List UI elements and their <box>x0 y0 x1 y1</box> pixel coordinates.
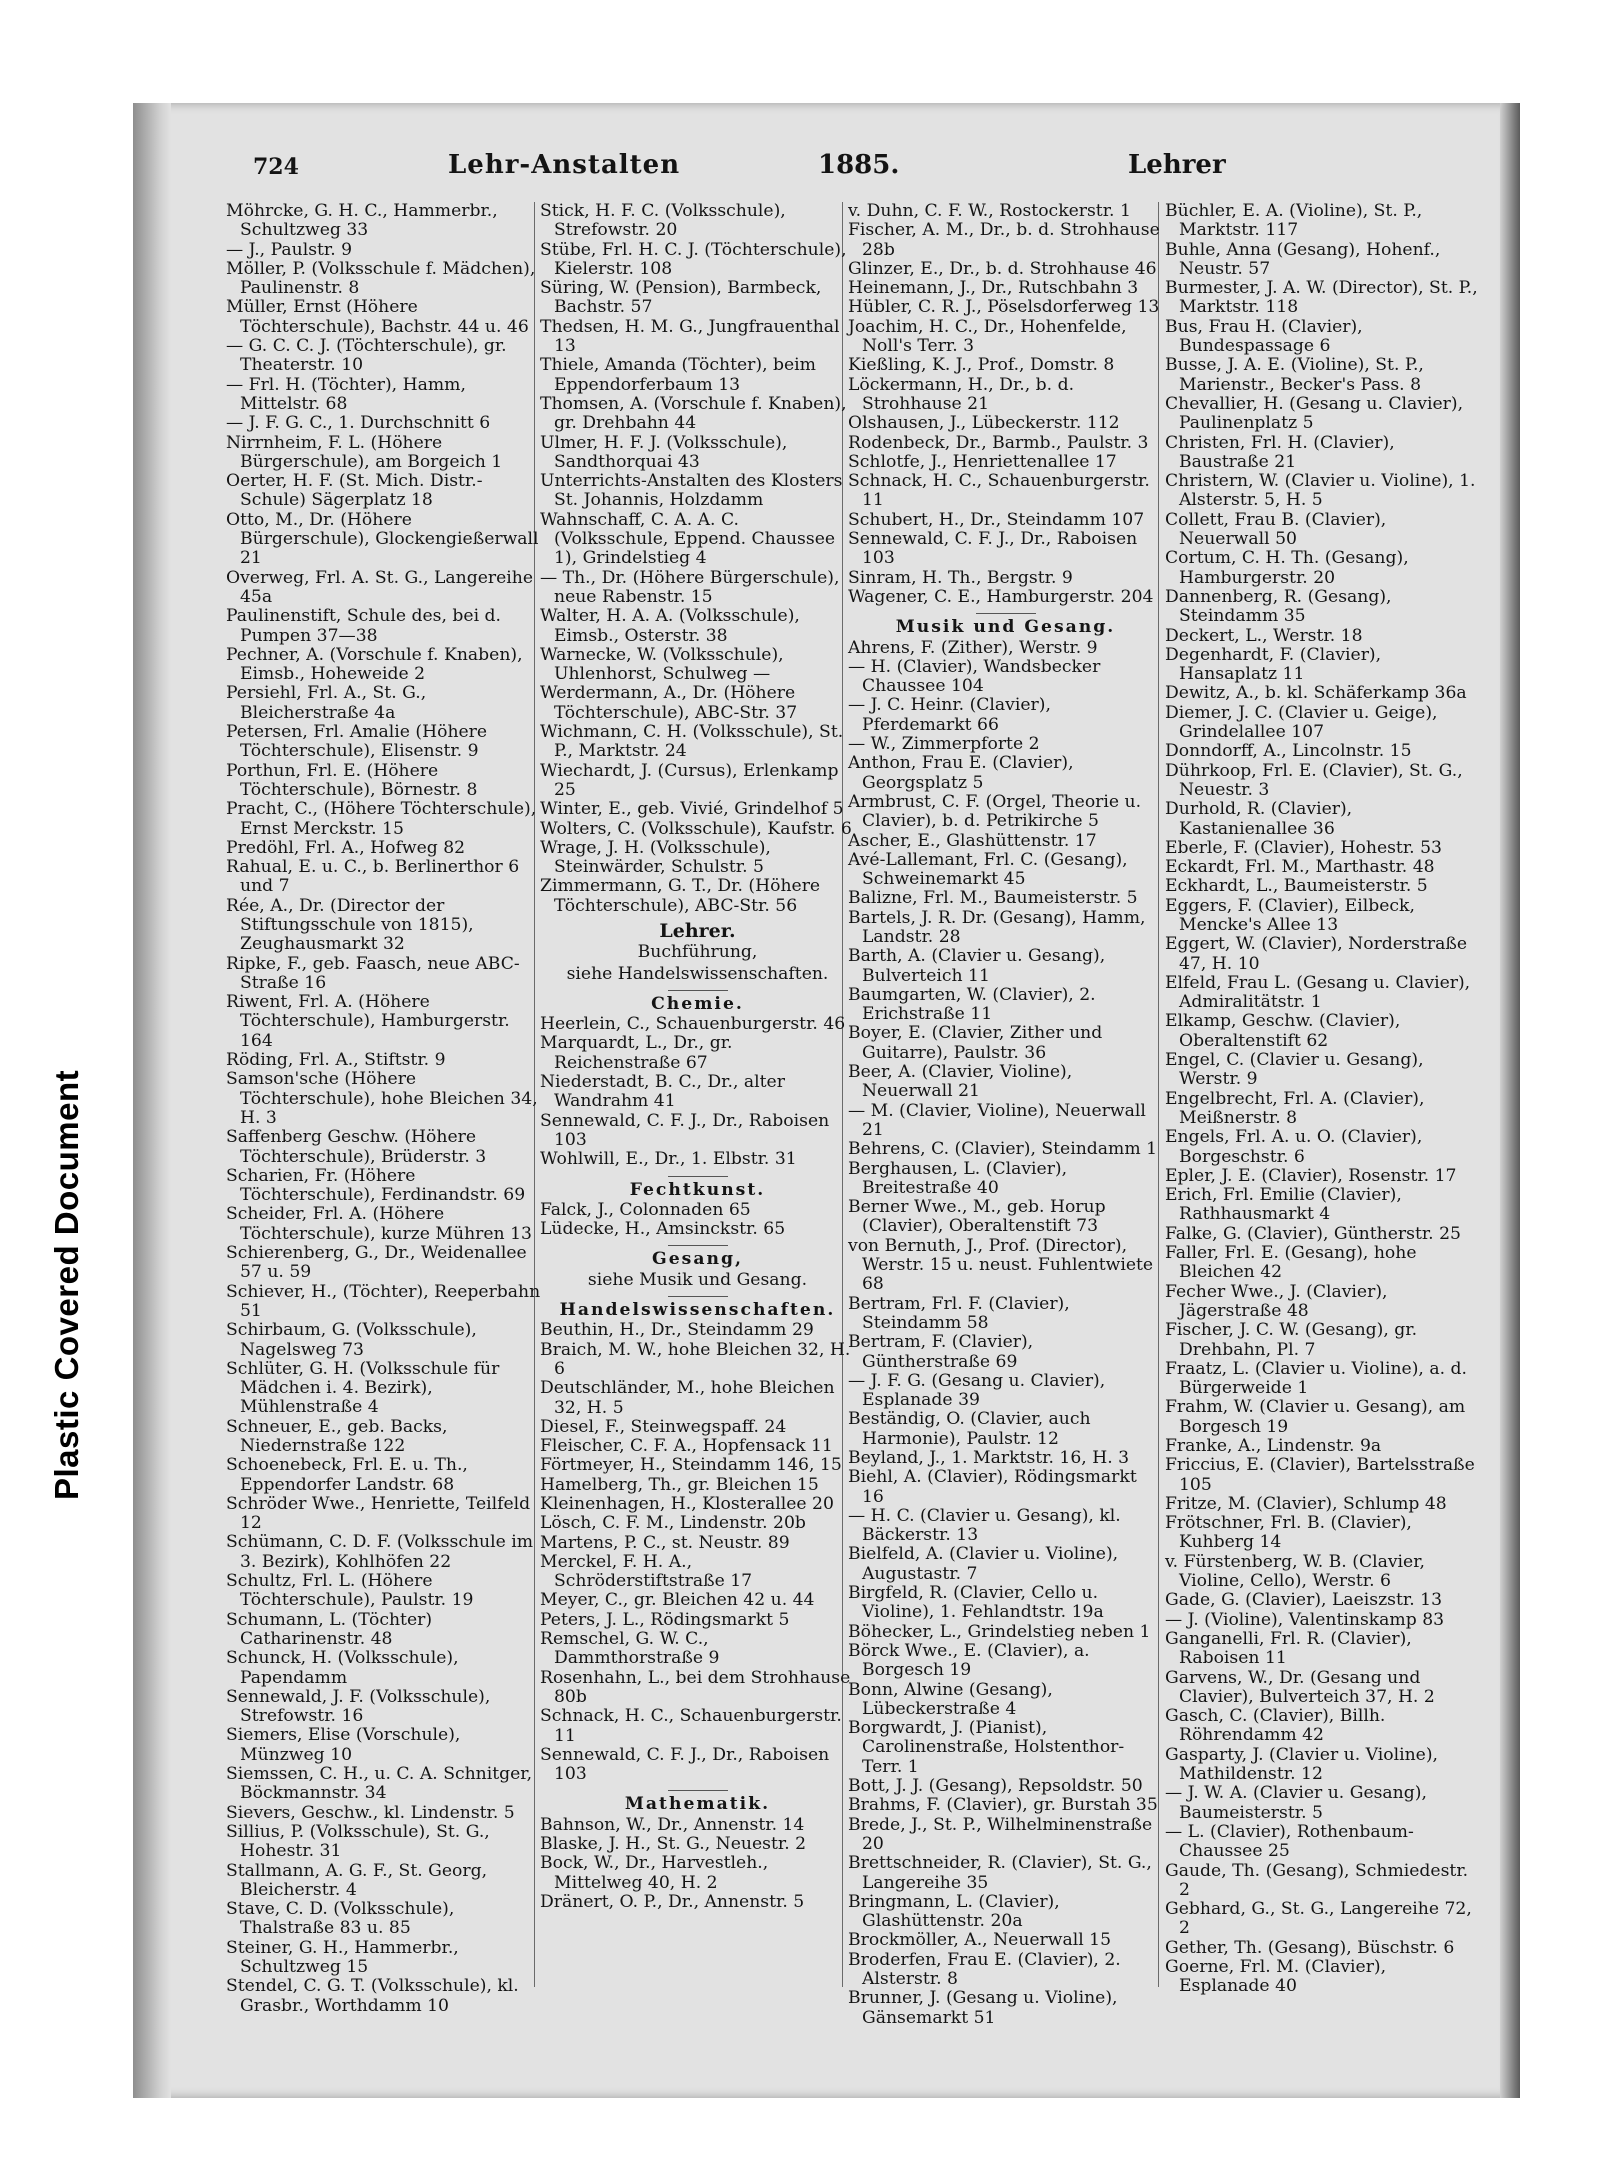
directory-entry: Elkamp, Geschw. (Clavier), Oberaltenstift 62 <box>1165 1011 1401 1051</box>
directory-entry: Dewitz, A., b. kl. Schäferkamp 36a <box>1165 683 1467 704</box>
directory-entry: Stübe, Frl. H. C. J. (Töchterschule), Kielerstr. 108 <box>540 239 847 279</box>
directory-entry: — J. C. Heinr. (Clavier), Pferdemarkt 66 <box>848 695 1051 735</box>
section-title: Lehrer <box>1128 150 1226 180</box>
directory-entry: Collett, Frau B. (Clavier), Neuerwall 50 <box>1165 509 1387 550</box>
directory-entry: Fleischer, C. F. A., Hopfensack 11 <box>540 1436 833 1457</box>
directory-entry: Thomsen, A. (Vorschule f. Knaben), gr. Drehbahn 44 <box>540 393 847 434</box>
directory-entry: Petersen, Frl. Amalie (Höhere Töchterschule), Elisenstr. 9 <box>226 722 488 762</box>
directory-entry: Brahms, F. (Clavier), gr. Burstah 35 <box>848 1795 1158 1816</box>
directory-entry: Biehl, A. (Clavier), Rödingsmarkt 16 <box>848 1467 1137 1507</box>
directory-entry: Fraatz, L. (Clavier u. Violine), a. d. Bürgerweide 1 <box>1165 1358 1467 1399</box>
directory-entry: Olshausen, J., Lübeckerstr. 112 <box>848 413 1120 434</box>
directory-entry: Avé-Lallemant, Frl. C. (Gesang), Schweinemarkt 45 <box>848 849 1128 890</box>
directory-entry: Frahm, W. (Clavier u. Gesang), am Borgesch 19 <box>1165 1397 1466 1437</box>
directory-entry: Garvens, W., Dr. (Gesang und Clavier), Bulverteich 37, H. 2 <box>1165 1667 1435 1707</box>
directory-entry: Sennewald, J. F. (Volksschule), Strefowstr. 16 <box>226 1686 491 1727</box>
directory-entry: Schirbaum, G. (Volksschule), Nagelsweg 73 <box>226 1320 477 1360</box>
directory-entry: Schneuer, E., geb. Backs, Niedernstraße 122 <box>226 1416 448 1456</box>
directory-entry: Samson'sche (Höhere Töchterschule), hohe Bleichen 34, H. 3 <box>226 1069 538 1128</box>
section-heading: Handelswissenschaften. <box>559 1300 836 1321</box>
section-divider <box>668 990 728 991</box>
section-divider <box>976 613 1036 614</box>
directory-entry: — G. C. C. J. (Töchterschule), gr. Theaterstr. 10 <box>226 336 507 376</box>
directory-entry: Anthon, Frau E. (Clavier), Georgsplatz 5 <box>848 753 1074 793</box>
directory-entry: Pracht, C., (Höhere Töchterschule), Ernst Merckstr. 15 <box>226 799 537 839</box>
directory-entry: Oerter, H. F. (St. Mich. Distr.-Schule) Sägerplatz 18 <box>226 471 483 511</box>
directory-entry: Baumgarten, W. (Clavier), 2. Erichstraße 11 <box>848 984 1096 1025</box>
directory-entry: Ulmer, H. F. J. (Volksschule), Sandthorquai 43 <box>540 432 788 472</box>
directory-entry: Thedsen, H. M. G., Jungfrauenthal 13 <box>540 316 840 357</box>
directory-entry: Sievers, Geschw., kl. Lindenstr. 5 <box>226 1802 515 1823</box>
directory-entry: Werdermann, A., Dr. (Höhere Töchterschule), ABC-Str. 37 <box>540 683 798 723</box>
directory-entry: Fischer, A. M., Dr., b. d. Strohhause 28b <box>848 220 1160 260</box>
directory-entry: Kleinenhagen, H., Klosterallee 20 <box>540 1494 834 1514</box>
directory-entry: Friccius, E. (Clavier), Bartelsstraße 105 <box>1165 1455 1475 1495</box>
directory-entry: — J., Paulstr. 9 <box>226 239 353 260</box>
section-divider <box>668 1176 728 1177</box>
directory-entry: Birgfeld, R. (Clavier, Cello u. Violine), 1. Fehlandtstr. 19a <box>848 1583 1104 1623</box>
directory-entry: Faller, Frl. E. (Gesang), hohe Bleichen 42 <box>1165 1243 1417 1283</box>
directory-entry: Stallmann, A. G. F., St. Georg, Bleicherstr. 4 <box>226 1860 488 1900</box>
directory-entry: Kießling, K. J., Prof., Domstr. 8 <box>848 355 1115 376</box>
directory-entry: Unterrichts-Anstalten des Klosters St. Johannis, Holzdamm <box>540 471 843 511</box>
directory-entry: Bahnson, W., Dr., Annenstr. 14 <box>540 1814 805 1835</box>
directory-entry: Ahrens, F. (Zither), Werstr. 9 <box>848 637 1098 658</box>
directory-entry: Armbrust, C. F. (Orgel, Theorie u. Clavier), b. d. Petrikirche 5 <box>848 791 1142 832</box>
section-heading: Fechtkunst. <box>629 1179 766 1200</box>
directory-entry: Falck, J., Colonnaden 65 <box>540 1199 751 1220</box>
directory-entry: Schierenberg, G., Dr., Weidenallee 57 u. 59 <box>226 1243 527 1283</box>
directory-entry: Warnecke, W. (Volksschule), Uhlenhorst, Schulweg — <box>540 644 784 685</box>
directory-entry: Schlotfe, J., Henriettenallee 17 <box>848 451 1117 472</box>
directory-entry: Brede, J., St. P., Wilhelminenstraße 20 <box>848 1814 1153 1854</box>
directory-entry: Schubert, H., Dr., Steindamm 107 <box>848 509 1145 530</box>
directory-entry: Berghausen, L. (Clavier), Breitestraße 40 <box>848 1158 1068 1198</box>
directory-entry: Gasparty, J. (Clavier u. Violine), Mathildenstr. 12 <box>1165 1744 1439 1785</box>
directory-entry: Porthun, Frl. E. (Höhere Töchterschule), Börnestr. 8 <box>226 760 478 800</box>
directory-entry: Böhecker, L., Grindelstieg neben 1 <box>848 1621 1151 1642</box>
directory-entry: Stick, H. F. C. (Volksschule), Strefowstr. 20 <box>540 201 786 241</box>
directory-entry: Busse, J. A. E. (Violine), St. P., Marienstr., Becker's Pass. 8 <box>1165 355 1424 395</box>
directory-entry: Bertram, Frl. F. (Clavier), Steindamm 58 <box>848 1293 1070 1333</box>
directory-entry: Peters, J. L., Rödingsmarkt 5 <box>540 1609 790 1630</box>
directory-entry: Wahnschaff, C. A. A. C. (Volksschule, Eppend. Chaussee 1), Grindelstieg 4 <box>540 509 836 569</box>
section-heading: Mathematik. <box>624 1794 771 1815</box>
directory-entry: Siemssen, C. H., u. C. A. Schnitger, Böckmannstr. 34 <box>226 1764 533 1804</box>
directory-entry: Behrens, C. (Clavier), Steindamm 1 <box>848 1139 1158 1160</box>
directory-entry: Bott, J. J. (Gesang), Repsoldstr. 50 <box>848 1776 1143 1797</box>
directory-entry: Scharien, Fr. (Höhere Töchterschule), Ferdinandstr. 69 <box>226 1165 526 1206</box>
directory-entry: Goerne, Frl. M. (Clavier), Esplanade 40 <box>1165 1957 1387 1997</box>
directory-entry: Börck Wwe., E. (Clavier), a. Borgesch 19 <box>848 1640 1090 1681</box>
directory-entry: Förtmeyer, H., Steindamm 146, 15 <box>540 1455 842 1476</box>
directory-entry: Marquardt, L., Dr., gr. Reichenstraße 67 <box>540 1033 733 1073</box>
directory-entry: Eberle, F. (Clavier), Hohestr. 53 <box>1165 837 1442 858</box>
directory-entry: Beständig, O. (Clavier, auch Harmonie), Paulstr. 12 <box>848 1409 1091 1449</box>
directory-entry: Walter, H. A. A. (Volksschule), Eimsb., Osterstr. 38 <box>540 606 800 646</box>
directory-entry: — J. F. G. C., 1. Durchschnitt 6 <box>226 413 491 434</box>
directory-entry: Bus, Frau H. (Clavier), Bundespassage 6 <box>1165 316 1363 357</box>
directory-entry: Schnack, H. C., Schauenburgerstr. 11 <box>848 471 1150 511</box>
page-year: 1885. <box>818 150 900 180</box>
page-number: 724 <box>253 154 299 180</box>
directory-entry: Berner Wwe., M., geb. Horup (Clavier), Oberaltenstift 73 <box>848 1197 1106 1237</box>
directory-entry: Schultz, Frl. L. (Höhere Töchterschule), Paulstr. 19 <box>226 1571 474 1611</box>
directory-entry: Ascher, E., Glashüttenstr. 17 <box>848 830 1097 851</box>
section-heading: Chemie. <box>651 993 744 1014</box>
directory-entry: Ganganelli, Frl. R. (Clavier), Raboisen 11 <box>1165 1628 1412 1669</box>
directory-entry: Wichmann, C. H. (Volksschule), St. P., Marktstr. 24 <box>540 722 844 762</box>
section-heading: Musik und Gesang. <box>895 617 1116 638</box>
side-label-text: Plastic Covered Document <box>48 1069 85 1500</box>
directory-entry: Sinram, H. Th., Bergstr. 9 <box>848 567 1073 588</box>
directory-entry: Heinemann, J., Dr., Rutschbahn 3 <box>848 278 1139 299</box>
directory-entry: — L. (Clavier), Rothenbaum-Chaussee 25 <box>1165 1821 1414 1862</box>
directory-entry: Wiechardt, J. (Cursus), Erlenkamp 25 <box>540 760 839 800</box>
directory-entry: Bartels, J. R. Dr. (Gesang), Hamm, Landstr. 28 <box>848 907 1146 947</box>
directory-entry: Rahual, E. u. C., b. Berlinerthor 6 und 7 <box>226 857 520 897</box>
directory-entry: Löckermann, H., Dr., b. d. Strohhause 21 <box>848 374 1075 414</box>
directory-entry: Frötschner, Frl. B. (Clavier), Kuhberg 14 <box>1165 1513 1412 1553</box>
section-divider <box>668 1296 728 1297</box>
directory-entry: Otto, M., Dr. (Höhere Bürgerschule), Glockengießerwall 21 <box>226 509 539 569</box>
directory-entry: Diesel, F., Steinwegspaff. 24 <box>540 1416 787 1437</box>
directory-entry: Büchler, E. A. (Violine), St. P., Marktstr. 117 <box>1165 201 1423 241</box>
directory-entry: Buhle, Anna (Gesang), Hohenf., Neustr. 57 <box>1165 239 1441 279</box>
column-3 <box>848 202 1163 2028</box>
page-binding-shadow <box>133 103 171 2098</box>
directory-entry: Eckhardt, L., Baumeisterstr. 5 <box>1165 876 1428 897</box>
directory-entry: Engel, C. (Clavier u. Gesang), Werstr. 9 <box>1165 1050 1424 1090</box>
directory-entry: Donndorff, A., Lincolnstr. 15 <box>1165 741 1412 762</box>
directory-entry: Durhold, R. (Clavier), Kastanienallee 36 <box>1165 799 1353 839</box>
directory-entry: Fecher Wwe., J. (Clavier), Jägerstraße 48 <box>1165 1281 1388 1321</box>
directory-entry: v. Duhn, C. F. W., Rostockerstr. 1 <box>848 201 1131 221</box>
directory-entry: Broderfen, Frau E. (Clavier), 2. Alsterstr. 8 <box>848 1949 1121 1990</box>
directory-entry: Schlüter, G. H. (Volksschule für Mädchen i. 4. Bezirk), Mühlenstraße 4 <box>226 1358 500 1418</box>
directory-entry: Beyland, J., 1. Marktstr. 16, H. 3 <box>848 1448 1130 1468</box>
directory-entry: Glinzer, E., Dr., b. d. Strohhause 46 <box>848 258 1157 279</box>
section-divider <box>668 1790 728 1791</box>
directory-entry: Beuthin, H., Dr., Steindamm 29 <box>540 1320 814 1341</box>
directory-entry: — J. F. G. (Gesang u. Clavier), Esplanade 39 <box>848 1370 1106 1411</box>
directory-entry: Boyer, E. (Clavier, Zither und Guitarre), Paulstr. 36 <box>848 1023 1103 1063</box>
directory-entry: Sennewald, C. F. J., Dr., Raboisen 103 <box>540 1744 830 1785</box>
section-heading: Lehrer. <box>659 919 736 942</box>
directory-entry: Fritze, M. (Clavier), Schlump 48 <box>1165 1493 1447 1514</box>
directory-entry: Bonn, Alwine (Gesang), Lübeckerstraße 4 <box>848 1679 1053 1719</box>
directory-entry: Martens, P. C., st. Neustr. 89 <box>540 1532 790 1553</box>
directory-entry: Dränert, O. P., Dr., Annenstr. 5 <box>540 1891 805 1912</box>
background-right <box>1520 103 1600 2098</box>
directory-entry: Deckert, L., Werstr. 18 <box>1165 625 1363 646</box>
directory-entry: Joachim, H. C., Dr., Hohenfelde, Noll's Terr. 3 <box>848 316 1127 357</box>
directory-entry: Engelbrecht, Frl. A. (Clavier), Meißnerstr. 8 <box>1165 1088 1425 1128</box>
directory-entry: Schunck, H. (Volksschule), Papendamm <box>226 1648 459 1688</box>
directory-entry: Degenhardt, F. (Clavier), Hansaplatz 11 <box>1165 644 1382 685</box>
directory-entry: Schoenebeck, Frl. E. u. Th., Eppendorfer Landstr. 68 <box>226 1455 468 1495</box>
directory-entry: Diemer, J. C. (Clavier u. Geige), Grindelallee 107 <box>1165 702 1438 743</box>
directory-entry: Riwent, Frl. A. (Höhere Töchterschule), Hamburgerstr. 164 <box>226 992 510 1051</box>
directory-entry: Dührkoop, Frl. E. (Clavier), St. G., Neuestr. 3 <box>1165 760 1463 800</box>
directory-entry: Christern, W. (Clavier u. Violine), 1. Alsterstr. 5, H. 5 <box>1165 471 1476 511</box>
directory-entry: Zimmermann, G. T., Dr. (Höhere Töchterschule), ABC-Str. 56 <box>540 876 821 916</box>
directory-entry: Möller, P. (Volksschule f. Mädchen), Paulinenstr. 8 <box>226 258 536 299</box>
directory-entry: Stendel, C. G. T. (Volksschule), kl. Grasbr., Worthdamm 10 <box>226 1976 519 2016</box>
directory-entry: Bielfeld, A. (Clavier u. Violine), Augustastr. 7 <box>848 1544 1119 1584</box>
directory-entry: Erich, Frl. Emilie (Clavier), Rathhausmarkt 4 <box>1165 1185 1402 1225</box>
directory-entry: v. Fürstenberg, W. B. (Clavier, Violine, Cello), Werstr. 6 <box>1165 1551 1426 1592</box>
directory-entry: Remschel, G. W. C., Dammthorstraße 9 <box>540 1629 720 1669</box>
directory-entry: Gebhard, G., St. G., Langereihe 72, 2 <box>1165 1899 1472 1939</box>
directory-entry: Möhrcke, G. H. C., Hammerbr., Schultzweg 33 <box>226 201 498 241</box>
directory-entry: Borgwardt, J. (Pianist), Carolinenstraße, Holstenthor-Terr. 1 <box>848 1718 1125 1777</box>
page-header <box>253 150 1483 190</box>
directory-entry: — Frl. H. (Töchter), Hamm, Mittelstr. 68 <box>226 374 466 414</box>
directory-entry: Hübler, C. R. J., Pöselsdorferweg 13 <box>848 297 1160 318</box>
directory-entry: Eckardt, Frl. M., Marthastr. 48 <box>1165 857 1435 878</box>
cross-reference: siehe Musik und Gesang. <box>587 1269 808 1290</box>
directory-entry: Thiele, Amanda (Töchter), beim Eppendorferbaum 13 <box>540 355 816 395</box>
column-1 <box>226 202 541 2016</box>
directory-entry: Cortum, C. H. Th. (Gesang), Hamburgerstr. 20 <box>1165 548 1409 588</box>
directory-entry: Ripke, F., geb. Faasch, neue ABC-Straße 16 <box>226 953 520 993</box>
directory-entry: Deutschländer, M., hohe Bleichen 32, H. 5 <box>540 1378 835 1418</box>
directory-entry: — M. (Clavier, Violine), Neuerwall 21 <box>848 1100 1146 1140</box>
directory-entry: Steiner, G. H., Hammerbr., Schultzweg 15 <box>226 1937 459 1978</box>
directory-entry: Bertram, F. (Clavier), Güntherstraße 69 <box>848 1332 1034 1372</box>
directory-entry: Gether, Th. (Gesang), Büschstr. 6 <box>1165 1937 1455 1958</box>
directory-entry: Wrage, J. H. (Volksschule), Steinwärder, Schulstr. 5 <box>540 837 771 878</box>
directory-entry: Sennewald, C. F. J., Dr., Raboisen 103 <box>848 529 1138 569</box>
directory-entry: — H. (Clavier), Wandsbecker Chaussee 104 <box>848 656 1101 697</box>
directory-entry: Barth, A. (Clavier u. Gesang), Bulverteich 11 <box>848 946 1106 986</box>
directory-entry: Blaske, J. H., St. G., Neuestr. 2 <box>540 1834 807 1855</box>
directory-entry: Scheider, Frl. A. (Höhere Töchterschule), kurze Mühren 13 <box>226 1204 532 1244</box>
directory-entry: Wagener, C. E., Hamburgerstr. 204 <box>848 586 1154 607</box>
directory-entry: Predöhl, Frl. A., Hofweg 82 <box>226 837 466 858</box>
directory-entry: Nirrnheim, F. L. (Höhere Bürgerschule), am Borgeich 1 <box>226 432 503 472</box>
directory-entry: Winter, E., geb. Vivié, Grindelhof 5 <box>540 799 844 820</box>
directory-entry: Rée, A., Dr. (Director der Stiftungsschule von 1815), Zeughausmarkt 32 <box>226 895 474 955</box>
directory-entry: — H. C. (Clavier u. Gesang), kl. Bäckerstr. 13 <box>848 1505 1121 1546</box>
directory-entry: — J. W. A. (Clavier u. Gesang), Baumeisterstr. 5 <box>1165 1783 1427 1823</box>
directory-entry: Engels, Frl. A. u. O. (Clavier), Borgeschstr. 6 <box>1165 1127 1423 1167</box>
directory-entry: Niederstadt, B. C., Dr., alter Wandrahm 41 <box>540 1072 785 1112</box>
directory-entry: Stave, C. D. (Volksschule), Thalstraße 83 u. 85 <box>226 1899 455 1939</box>
directory-entry: Brockmöller, A., Neuerwall 15 <box>848 1930 1112 1951</box>
page-title: Lehr-Anstalten <box>448 150 681 180</box>
directory-entry: Eggers, F. (Clavier), Eilbeck, Mencke's Allee 13 <box>1165 895 1415 935</box>
section-divider <box>668 1245 728 1246</box>
directory-entry: Süring, W. (Pension), Barmbeck, Bachstr. 57 <box>540 278 822 318</box>
directory-entry: Burmester, J. A. W. (Director), St. P., Marktstr. 118 <box>1165 278 1478 318</box>
directory-entry: Saffenberg Geschw. (Höhere Töchterschule), Brüderstr. 3 <box>226 1127 487 1167</box>
cross-reference: siehe Handelswissenschaften. <box>566 963 829 984</box>
directory-entry: Dannenberg, R. (Gesang), Steindamm 35 <box>1165 586 1392 627</box>
directory-entry: Müller, Ernst (Höhere Töchterschule), Bachstr. 44 u. 46 <box>226 297 529 337</box>
directory-entry: Bock, W., Dr., Harvestleh., Mittelweg 40, H. 2 <box>540 1853 769 1893</box>
directory-entry: Epler, J. E. (Clavier), Rosenstr. 17 <box>1165 1165 1457 1186</box>
directory-entry: Franke, A., Lindenstr. 9a <box>1165 1436 1382 1456</box>
directory-entry: Hamelberg, Th., gr. Bleichen 15 <box>540 1474 819 1495</box>
directory-entry: Röding, Frl. A., Stiftstr. 9 <box>226 1050 446 1071</box>
directory-entry: Gade, G. (Clavier), Laeiszstr. 13 <box>1165 1590 1443 1611</box>
column-4 <box>1165 202 1480 1997</box>
directory-entry: Christen, Frl. H. (Clavier), Baustraße 21 <box>1165 432 1395 472</box>
directory-entry: von Bernuth, J., Prof. (Director), Werstr. 15 u. neust. Fuhlentwiete 68 <box>848 1235 1154 1295</box>
directory-entry: Eggert, W. (Clavier), Norderstraße 47, H. 10 <box>1165 934 1468 974</box>
directory-entry: Rodenbeck, Dr., Barmb., Paulstr. 3 <box>848 432 1149 453</box>
directory-entry: Balizne, Frl. M., Baumeisterstr. 5 <box>848 888 1138 909</box>
directory-entry: Schumann, L. (Töchter) Catharinenstr. 48 <box>226 1609 433 1649</box>
directory-entry: Elfeld, Frau L. (Gesang u. Clavier), Admiralitätstr. 1 <box>1165 972 1471 1013</box>
column-2 <box>540 202 855 1912</box>
directory-entry: Rosenhahn, L., bei dem Strohhause 80b <box>540 1667 851 1707</box>
directory-entry: Wohlwill, E., Dr., 1. Elbstr. 31 <box>540 1149 797 1170</box>
directory-entry: Schnack, H. C., Schauenburgerstr. 11 <box>540 1706 842 1746</box>
directory-entry: Siemers, Elise (Vorschule), Münzweg 10 <box>226 1725 461 1765</box>
directory-entry: Brunner, J. (Gesang u. Violine), Gänsemarkt 51 <box>848 1988 1118 2028</box>
directory-entry: Merckel, F. H. A., Schröderstiftstraße 17 <box>540 1551 753 1592</box>
directory-entry: — J. (Violine), Valentinskamp 83 <box>1165 1609 1445 1630</box>
directory-entry: Heerlein, C., Schauenburgerstr. 46 <box>540 1014 846 1035</box>
directory-entry: Schröder Wwe., Henriette, Teilfeld 12 <box>226 1493 531 1534</box>
directory-entry: Wolters, C. (Volksschule), Kaufstr. 6 <box>540 818 852 839</box>
directory-entry: Paulinenstift, Schule des, bei d. Pumpen 37—38 <box>226 606 502 646</box>
directory-entry: Chevallier, H. (Gesang u. Clavier), Paulinenplatz 5 <box>1165 393 1464 434</box>
directory-entry: Overweg, Frl. A. St. G., Langereihe 45a <box>226 567 534 607</box>
directory-entry: — W., Zimmerpforte 2 <box>848 734 1040 755</box>
directory-entry: Falke, G. (Clavier), Güntherstr. 25 <box>1165 1223 1461 1244</box>
directory-entry: Bringmann, L. (Clavier), Glashüttenstr. 20a <box>848 1891 1060 1932</box>
directory-entry: Sillius, P. (Volksschule), St. G., Hohestr. 31 <box>226 1821 490 1862</box>
directory-entry: Fischer, J. C. W. (Gesang), gr. Drehbahn, Pl. 7 <box>1165 1320 1418 1360</box>
directory-entry: Braich, M. W., hohe Bleichen 32, H. 6 <box>540 1339 851 1379</box>
directory-entry: Schiever, H., (Töchter), Reeperbahn 51 <box>226 1281 541 1321</box>
directory-entry: Schümann, C. D. F. (Volksschule im 3. Bezirk), Kohlhöfen 22 <box>226 1532 534 1572</box>
cross-reference: Buchführung, <box>637 942 758 963</box>
directory-entry: Persiehl, Frl. A., St. G., Bleicherstraße 4a <box>226 683 427 723</box>
directory-entry: Gaude, Th. (Gesang), Schmiedestr. 2 <box>1165 1860 1469 1900</box>
directory-entry: Pechner, A. (Vorschule f. Knaben), Eimsb., Hoheweide 2 <box>226 644 523 685</box>
directory-entry: Lösch, C. F. M., Lindenstr. 20b <box>540 1513 806 1534</box>
directory-entry: Gasch, C. (Clavier), Billh. Röhrendamm 42 <box>1165 1706 1386 1746</box>
directory-entry: Beer, A. (Clavier, Violine), Neuerwall 21 <box>848 1062 1073 1102</box>
section-heading: Gesang, <box>652 1249 743 1270</box>
directory-entry: Lüdecke, H., Amsinckstr. 65 <box>540 1219 786 1240</box>
directory-entry: Meyer, C., gr. Bleichen 42 u. 44 <box>540 1590 815 1611</box>
directory-entry: — Th., Dr. (Höhere Bürgerschule), neue Rabenstr. 15 <box>540 567 840 607</box>
page-edge-shadow <box>1500 103 1520 2098</box>
directory-entry: Brettschneider, R. (Clavier), St. G., Langereihe 35 <box>848 1853 1152 1893</box>
directory-entry: Sennewald, C. F. J., Dr., Raboisen 103 <box>540 1110 830 1150</box>
